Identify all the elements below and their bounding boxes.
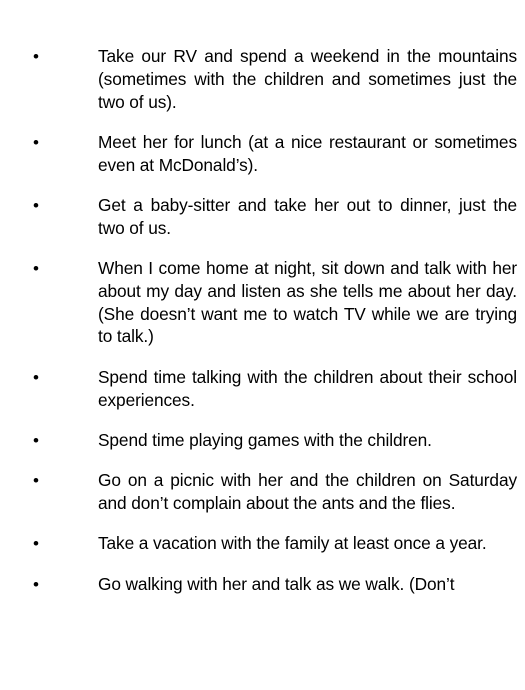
bullet-icon: • — [33, 132, 39, 152]
list-item — [0, 429, 525, 452]
bullet-icon: • — [33, 534, 39, 554]
list-item-text: Go on a picnic with her and the children on Saturday and don’t complain about the ants and the flies. — [98, 470, 517, 513]
list-item — [0, 469, 525, 515]
list-item — [0, 366, 525, 412]
list-item-text: Take our RV and spend a weekend in the mountains (sometimes with the children and sometimes just the two of us). — [98, 46, 517, 112]
list-item — [0, 194, 525, 240]
bullet-icon: • — [33, 574, 39, 594]
bullet-list — [0, 45, 525, 613]
bullet-icon: • — [33, 47, 39, 66]
bullet-icon: • — [33, 430, 39, 450]
list-item — [0, 257, 525, 348]
list-item-text: Spend time talking with the children about their school experiences. — [98, 366, 517, 410]
list-item-text: Take a vacation with the family at least once a year. — [98, 533, 487, 554]
list-item — [0, 532, 525, 555]
list-item-text: Go walking with her and talk as we walk. (Don’t — [98, 573, 455, 594]
list-item-text: When I come home at night, sit down and talk with her about my day and listen as she tells me about her day. (She doesn’t want me to watch TV while we are trying to talk.) — [98, 258, 517, 347]
list-item-text: Spend time playing games with the children. — [98, 429, 432, 450]
bullet-icon: • — [33, 195, 39, 215]
list-item-text: Get a baby-sitter and take her out to dinner, just the two of us. — [98, 194, 517, 238]
bullet-icon: • — [33, 259, 39, 279]
bullet-icon: • — [33, 471, 39, 491]
list-item — [0, 45, 525, 113]
list-item — [0, 131, 525, 177]
bullet-icon: • — [33, 367, 39, 387]
list-item — [0, 573, 525, 596]
list-item-text: Meet her for lunch (at a nice restaurant or sometimes even at McDonald’s). — [98, 131, 517, 175]
